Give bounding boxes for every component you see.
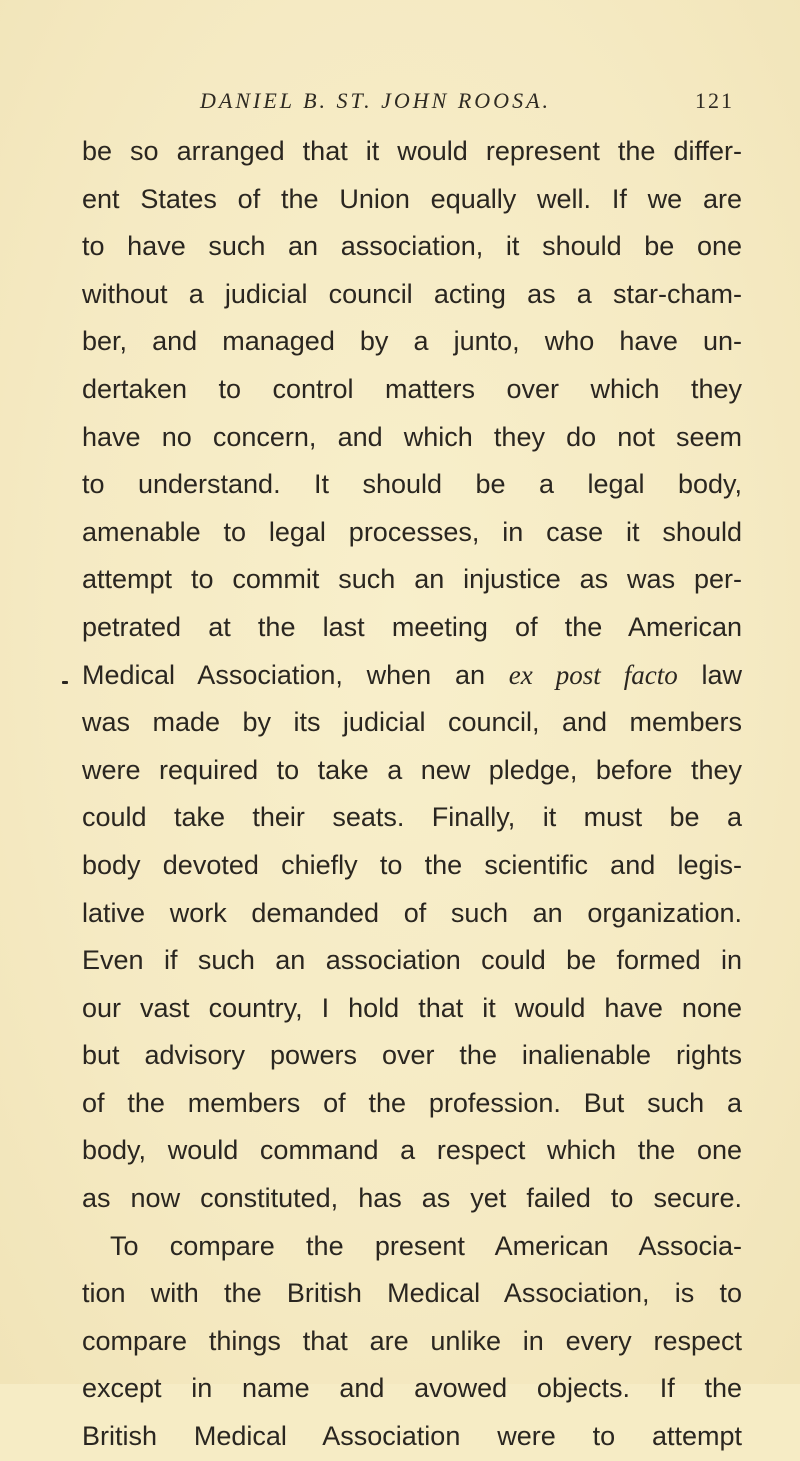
text-segment: law [677, 659, 742, 690]
text-line: lative work demanded of such an organization. [82, 897, 742, 928]
text-line: were required to take a new pledge, before they [82, 754, 742, 785]
text-line: tion with the British Medical Association, is to [82, 1278, 742, 1309]
text-line-with-italic [82, 652, 742, 700]
print-speck [62, 681, 68, 684]
text-line: amenable to legal processes, in case it should [82, 516, 742, 547]
text-line: but advisory powers over the inalienable rights [82, 1040, 742, 1071]
text-line: dertaken to control matters over which they [82, 373, 742, 404]
page-number: 121 [695, 88, 734, 113]
text-line: petrated at the last meeting of the American [82, 611, 742, 642]
text-line: be so arranged that it would represent the differ- [82, 136, 742, 166]
text-segment: Medical Association, when an [82, 659, 509, 690]
text-line: as now constituted, has as yet failed to secure. [82, 1183, 742, 1214]
text-line: compare things that are unlike in every respect [82, 1325, 742, 1356]
text-line: to have such an association, it should be one [82, 231, 742, 262]
text-line: was made by its judicial council, and members [82, 707, 742, 738]
body-text [82, 128, 742, 1461]
text-line: our vast country, I hold that it would have none [82, 992, 742, 1023]
text-line: to understand. It should be a legal body, [82, 469, 742, 500]
text-line: without a judicial council acting as a star-cham- [82, 278, 742, 309]
text-line: could take their seats. Finally, it must be a [82, 802, 742, 833]
text-line: have no concern, and which they do not seem [82, 421, 742, 452]
text-line-paragraph-start: To compare the present American Associa- [110, 1230, 742, 1261]
text-line: British Medical Association were to attempt [82, 1421, 742, 1452]
text-line: ent States of the Union equally well. If we are [82, 183, 742, 214]
text-line: ber, and managed by a junto, who have un- [82, 326, 742, 357]
text-line: attempt to commit such an injustice as was per- [82, 564, 742, 595]
italic-phrase: ex post facto [508, 659, 678, 690]
text-line: except in name and avowed objects. If the [82, 1373, 742, 1404]
text-line: body devoted chiefly to the scientific and legis- [82, 849, 742, 880]
text-line: Even if such an association could be formed in [82, 945, 742, 976]
text-line: of the members of the profession. But such a [82, 1087, 742, 1118]
running-head: DANIEL B. ST. JOHN ROOSA. [200, 88, 552, 113]
text-line: body, would command a respect which the one [82, 1135, 742, 1166]
